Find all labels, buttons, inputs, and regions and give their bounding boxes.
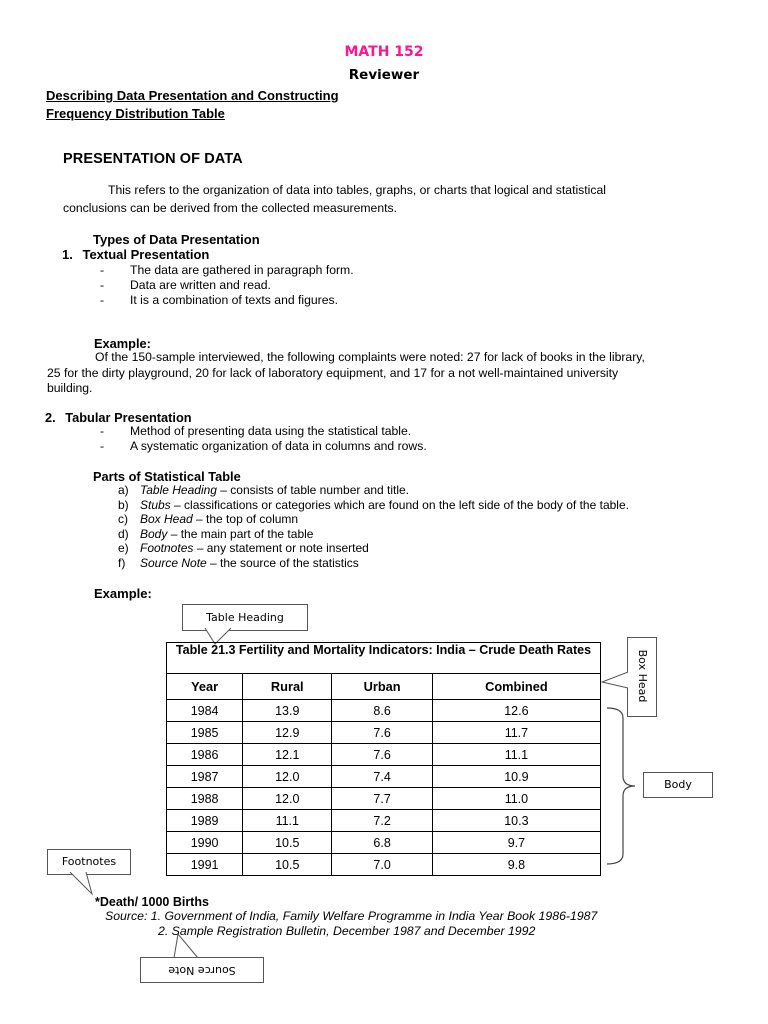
list-item: f) Source Note – the source of the statistics	[118, 555, 359, 570]
table-row	[167, 744, 601, 766]
intro-line-1: This refers to the organization of data into tables, graphs, or charts that logical and statistical	[108, 183, 606, 197]
table-cell: 10.9	[432, 766, 600, 788]
table-cell: 1987	[167, 766, 243, 788]
list-item: - It is a combination of texts and figures.	[100, 293, 720, 308]
table-row	[167, 722, 601, 744]
topic-title-line-2: Frequency Distribution Table	[46, 106, 225, 121]
table-cell: 10.5	[243, 832, 332, 854]
table-row	[167, 700, 601, 722]
textual-number: 1.	[62, 247, 73, 262]
table-cell: 7.6	[332, 744, 432, 766]
table-row	[167, 832, 601, 854]
table-cell: 7.2	[332, 810, 432, 832]
example-1-label: Example:	[94, 336, 151, 351]
table-cell: 11.7	[432, 722, 600, 744]
list-item: d) Body – the main part of the table	[118, 526, 314, 541]
textual-bullets	[100, 263, 720, 308]
callout-source-note-label: Source Note	[168, 964, 236, 977]
course-title: MATH 152	[344, 44, 424, 60]
callout-footnotes: Footnotes	[47, 849, 131, 875]
table-cell: 6.8	[332, 832, 432, 854]
tabular-title: Tabular Presentation	[65, 410, 192, 425]
list-item: c) Box Head – the top of column	[118, 512, 299, 527]
table-cell: 1985	[167, 722, 243, 744]
table-row	[167, 766, 601, 788]
topic-title-line-1: Describing Data Presentation and Constructing	[46, 88, 339, 103]
table-cell: 1990	[167, 832, 243, 854]
table-cell: 7.7	[332, 788, 432, 810]
list-item: e) Footnotes – any statement or note inserted	[118, 541, 369, 556]
table-row	[167, 854, 601, 876]
column-header: Combined	[432, 674, 600, 700]
example-1-line-2: 25 for the dirty playground, 20 for lack of laboratory equipment, and 17 for a not well-maintained university	[47, 366, 619, 380]
table-cell: 10.5	[243, 854, 332, 876]
list-item: b) Stubs – classifications or categories which are found on the left side of the body of the table.	[118, 497, 629, 512]
list-item: - The data are gathered in paragraph form.	[100, 263, 720, 278]
table-cell: 1988	[167, 788, 243, 810]
callout-box-head	[627, 637, 657, 717]
tabular-bullets	[100, 424, 720, 454]
callout-box-head-label: Box Head	[636, 649, 649, 703]
table-heading: Table 21.3 Fertility and Mortality Indicators: India – Crude Death Rates	[167, 643, 601, 674]
table-footnote: *Death/ 1000 Births	[95, 895, 209, 909]
table-cell: 12.1	[243, 744, 332, 766]
types-heading: Types of Data Presentation	[93, 232, 260, 247]
callout-pointer	[600, 672, 630, 692]
table-cell: 7.0	[332, 854, 432, 876]
textual-title: Textual Presentation	[82, 247, 210, 262]
tabular-number: 2.	[45, 410, 56, 425]
table-cell: 7.4	[332, 766, 432, 788]
table-cell: 12.0	[243, 766, 332, 788]
table-cell: 1986	[167, 744, 243, 766]
parts-heading: Parts of Statistical Table	[93, 469, 241, 484]
callout-body: Body	[643, 772, 713, 798]
parts-list	[118, 483, 738, 571]
table-row	[167, 810, 601, 832]
table-box-head	[167, 674, 601, 700]
document-subtitle: Reviewer	[348, 67, 420, 83]
list-item: - Method of presenting data using the statistical table.	[100, 424, 720, 439]
table-source-line-1: Source: 1. Government of India, Family Welfare Programme in India Year Book 1986-1987	[105, 909, 598, 923]
callout-table-heading: Table Heading	[182, 604, 308, 631]
table-cell: 9.7	[432, 832, 600, 854]
table-cell: 11.1	[432, 744, 600, 766]
list-item: a) Table Heading – consists of table number and title.	[118, 483, 410, 497]
table-source-line-2: 2. Sample Registration Bulletin, December 1987 and December 1992	[158, 924, 536, 938]
table-cell: 12.0	[243, 788, 332, 810]
callout-source-note	[140, 957, 264, 983]
table-cell: 1991	[167, 854, 243, 876]
column-header: Year	[167, 674, 243, 700]
column-header: Rural	[243, 674, 332, 700]
table-cell: 10.3	[432, 810, 600, 832]
table-cell: 9.8	[432, 854, 600, 876]
table-cell: 11.0	[432, 788, 600, 810]
column-header: Urban	[332, 674, 432, 700]
list-item: - A systematic organization of data in columns and rows.	[100, 439, 720, 454]
table-row	[167, 788, 601, 810]
table-cell: 11.1	[243, 810, 332, 832]
table-cell: 13.9	[243, 700, 332, 722]
list-item: - Data are written and read.	[100, 278, 720, 293]
table-cell: 7.6	[332, 722, 432, 744]
example-2-label: Example:	[94, 586, 152, 601]
statistical-table	[166, 642, 601, 876]
example-1-line-1: Of the 150-sample interviewed, the following complaints were noted: 27 for lack of books in the library,	[95, 350, 645, 364]
section-title: PRESENTATION OF DATA	[63, 151, 243, 167]
intro-line-2: conclusions can be derived from the collected measurements.	[63, 201, 397, 215]
table-cell: 12.6	[432, 700, 600, 722]
textual-heading	[62, 246, 209, 263]
body-brace	[605, 706, 645, 866]
table-cell: 8.6	[332, 700, 432, 722]
callout-pointer	[60, 872, 105, 896]
example-1-line-3: building.	[47, 381, 93, 395]
table-cell: 1989	[167, 810, 243, 832]
table-cell: 12.9	[243, 722, 332, 744]
table-cell: 1984	[167, 700, 243, 722]
